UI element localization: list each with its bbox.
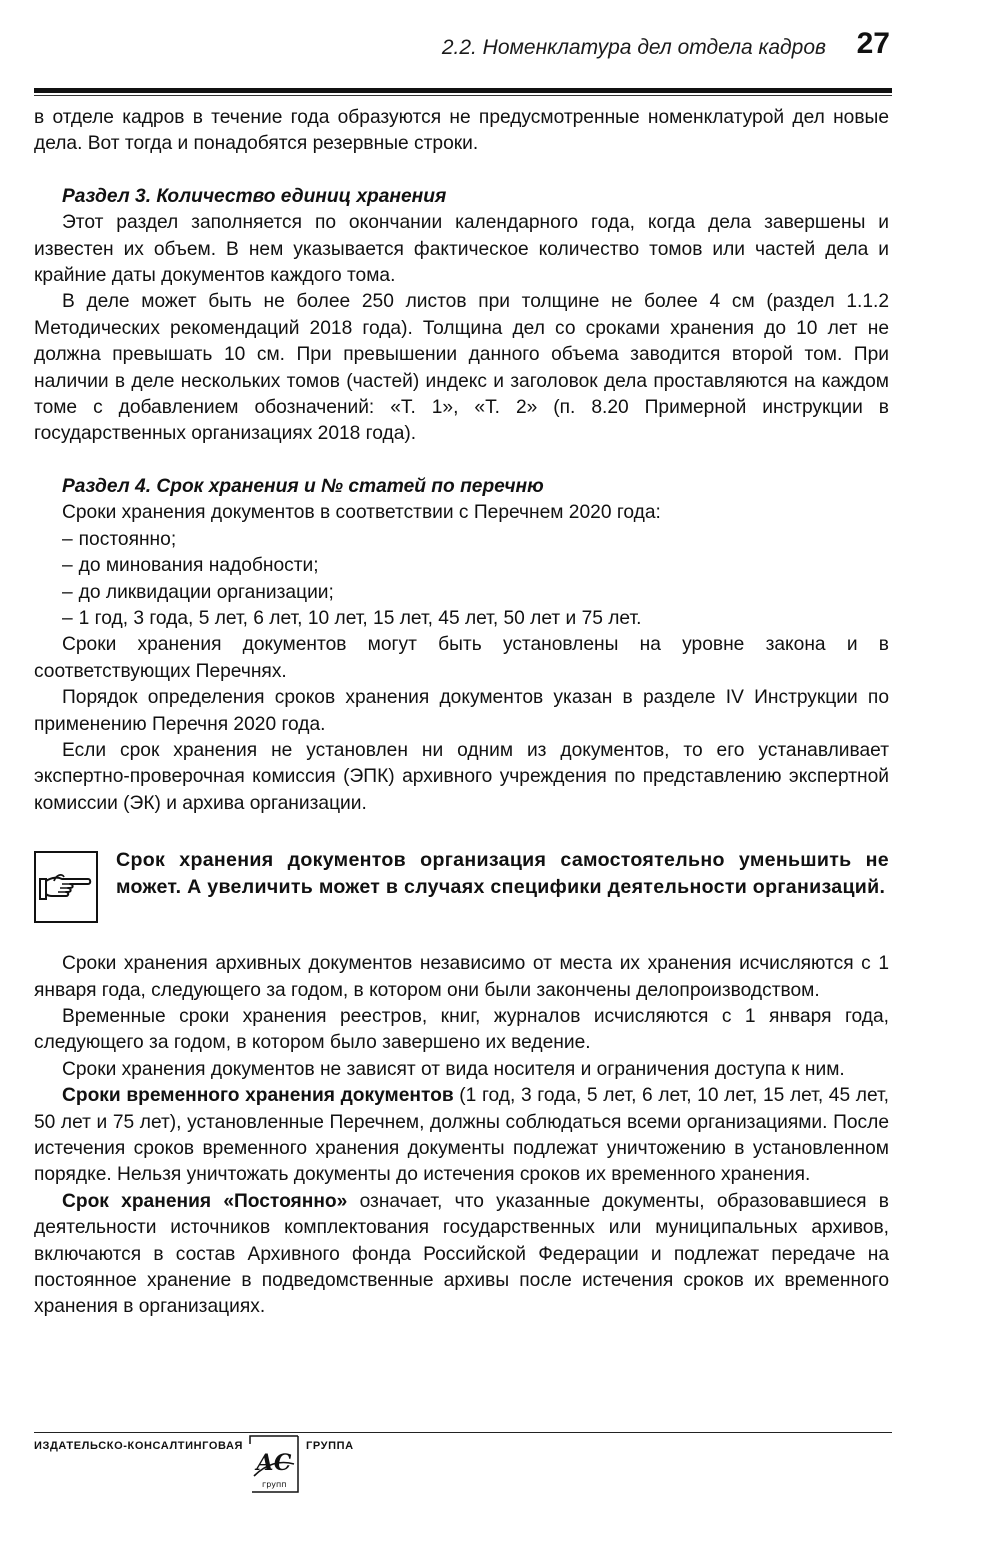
list-item (34, 553, 889, 579)
logo-mark: АС (256, 1450, 292, 1476)
permanent-storage-term: Срок хранения «Постоянно» (62, 1190, 348, 1212)
note-callout (34, 847, 889, 925)
running-header (34, 22, 892, 70)
section-3-paragraph-2: В деле может быть не более 250 листов при толщине не более 4 см (раздел 1.1.2 Методических рекомендаций 2018 года). Толщина дел со сроками хранения до 10 лет не должна превышать 10 см. При превышении данного объема заводится второй том. При наличии в деле нескольких томов (частей) индекс и заголовок дела проставляются на каждом томе с добавлением обозначений: «Т. 1», «Т. 2» (п. 8.20 Примерной инструкции в государственных организациях 2018 года). (34, 291, 889, 445)
publisher-logo-graphic (248, 1434, 300, 1496)
section-4-lead: Сроки хранения документов в соответствии с Перечнем 2020 года: (62, 502, 661, 524)
storage-paragraph-1: Сроки хранения архивных документов независимо от места их хранения исчисляются с 1 января года, следующего за годом, в котором они были закончены делопроизводством. (34, 953, 889, 1001)
section-3-heading: Раздел 3. Количество единиц хранения (62, 185, 447, 207)
header-rule-thin (34, 95, 892, 96)
note-text: Срок хранения документов организация самостоятельно уменьшить не может. А увеличить может в случаях специфики деятельности организаций. (116, 849, 889, 899)
list-item-text: до ликвидации организации; (78, 581, 334, 603)
list-item-text: до минования надобности; (78, 555, 319, 577)
permanent-storage-text: означает, что указанные документы, образовавшиеся в деятельности источников комплектования государственных или муниципальных архивов, включаются в состав Архивного фонда Российской Федерации и подлежат передаче на постоянное хранение в подведомственные архивы после истечения сроков их временного хранения в организациях. (34, 1190, 889, 1318)
storage-paragraph-3: Сроки хранения документов не зависят от вида носителя и ограничения доступа к ним. (62, 1058, 845, 1080)
logo-caption: групп (262, 1480, 287, 1489)
list-dash: – (62, 581, 73, 603)
footer-group-text: ГРУППА (306, 1440, 354, 1452)
footer-publisher-text: ИЗДАТЕЛЬСКО-КОНСАЛТИНГОВАЯ (34, 1440, 244, 1452)
storage-paragraph-2: Временные сроки хранения реестров, книг, журналов исчисляются с 1 января года, следующего за годом, в котором было завершено их ведение. (34, 1005, 889, 1054)
pointing-hand-graphic (36, 853, 96, 921)
section-4-heading: Раздел 4. Срок хранения и № статей по перечню (62, 475, 544, 497)
list-dash: – (62, 555, 73, 577)
list-item-text: 1 год, 3 года, 5 лет, 6 лет, 10 лет, 15 лет, 45 лет, 50 лет и 75 лет. (78, 607, 642, 629)
page-number: 27 (856, 27, 890, 60)
section-4-paragraph-3: Если срок хранения не установлен ни одним из документов, то его устанавливает экспертно-проверочная комиссия (ЭПК) архивного учреждения по представлению экспертной комиссии (ЭК) и архива организации. (34, 739, 889, 814)
section-3-paragraph-1: Этот раздел заполняется по окончании календарного года, когда дела завершены и известен их объем. В нем указывается фактическое количество томов или частей дела и крайние даты документов каждого тома. (34, 212, 889, 287)
list-dash: – (62, 528, 73, 550)
list-item (34, 606, 889, 632)
storage-paragraph-5 (34, 1189, 889, 1321)
footer-rule (34, 1432, 892, 1433)
temporary-storage-term: Сроки временного хранения документов (62, 1085, 454, 1107)
publisher-logo-icon (248, 1434, 300, 1496)
storage-paragraph-4 (34, 1083, 889, 1189)
intro-paragraph: в отделе кадров в течение года образуются не предусмотренные номенклатурой дел новые дела. Вот тогда и понадобятся резервные строки. (34, 107, 889, 155)
page-body (34, 105, 889, 1321)
list-dash: – (62, 607, 73, 629)
list-item (34, 527, 889, 553)
pointing-hand-icon (34, 851, 98, 923)
header-rule (34, 88, 892, 93)
list-item (34, 580, 889, 606)
list-item-text: постоянно; (78, 528, 177, 550)
section-4-paragraph-1: Сроки хранения документов могут быть установлены на уровне закона и в соответствующих Перечнях. (34, 634, 889, 682)
section-4-paragraph-2: Порядок определения сроков хранения документов указан в разделе IV Инструкции по применению Перечня 2020 года. (34, 687, 889, 735)
temporary-storage-text: (1 год, 3 года, 5 лет, 6 лет, 10 лет, 15 лет, 45 лет, 50 лет и 75 лет), установленные Перечнем, должны соблюдаться всеми организациями. После истечения сроков временного хранения документы подлежат уничтожению в установленном порядке. Нельзя уничтожать документы до истечения сроков их временного хранения. (34, 1085, 889, 1186)
book-page (34, 0, 892, 1561)
running-title: 2.2. Номенклатура дел отдела кадров (441, 36, 826, 59)
